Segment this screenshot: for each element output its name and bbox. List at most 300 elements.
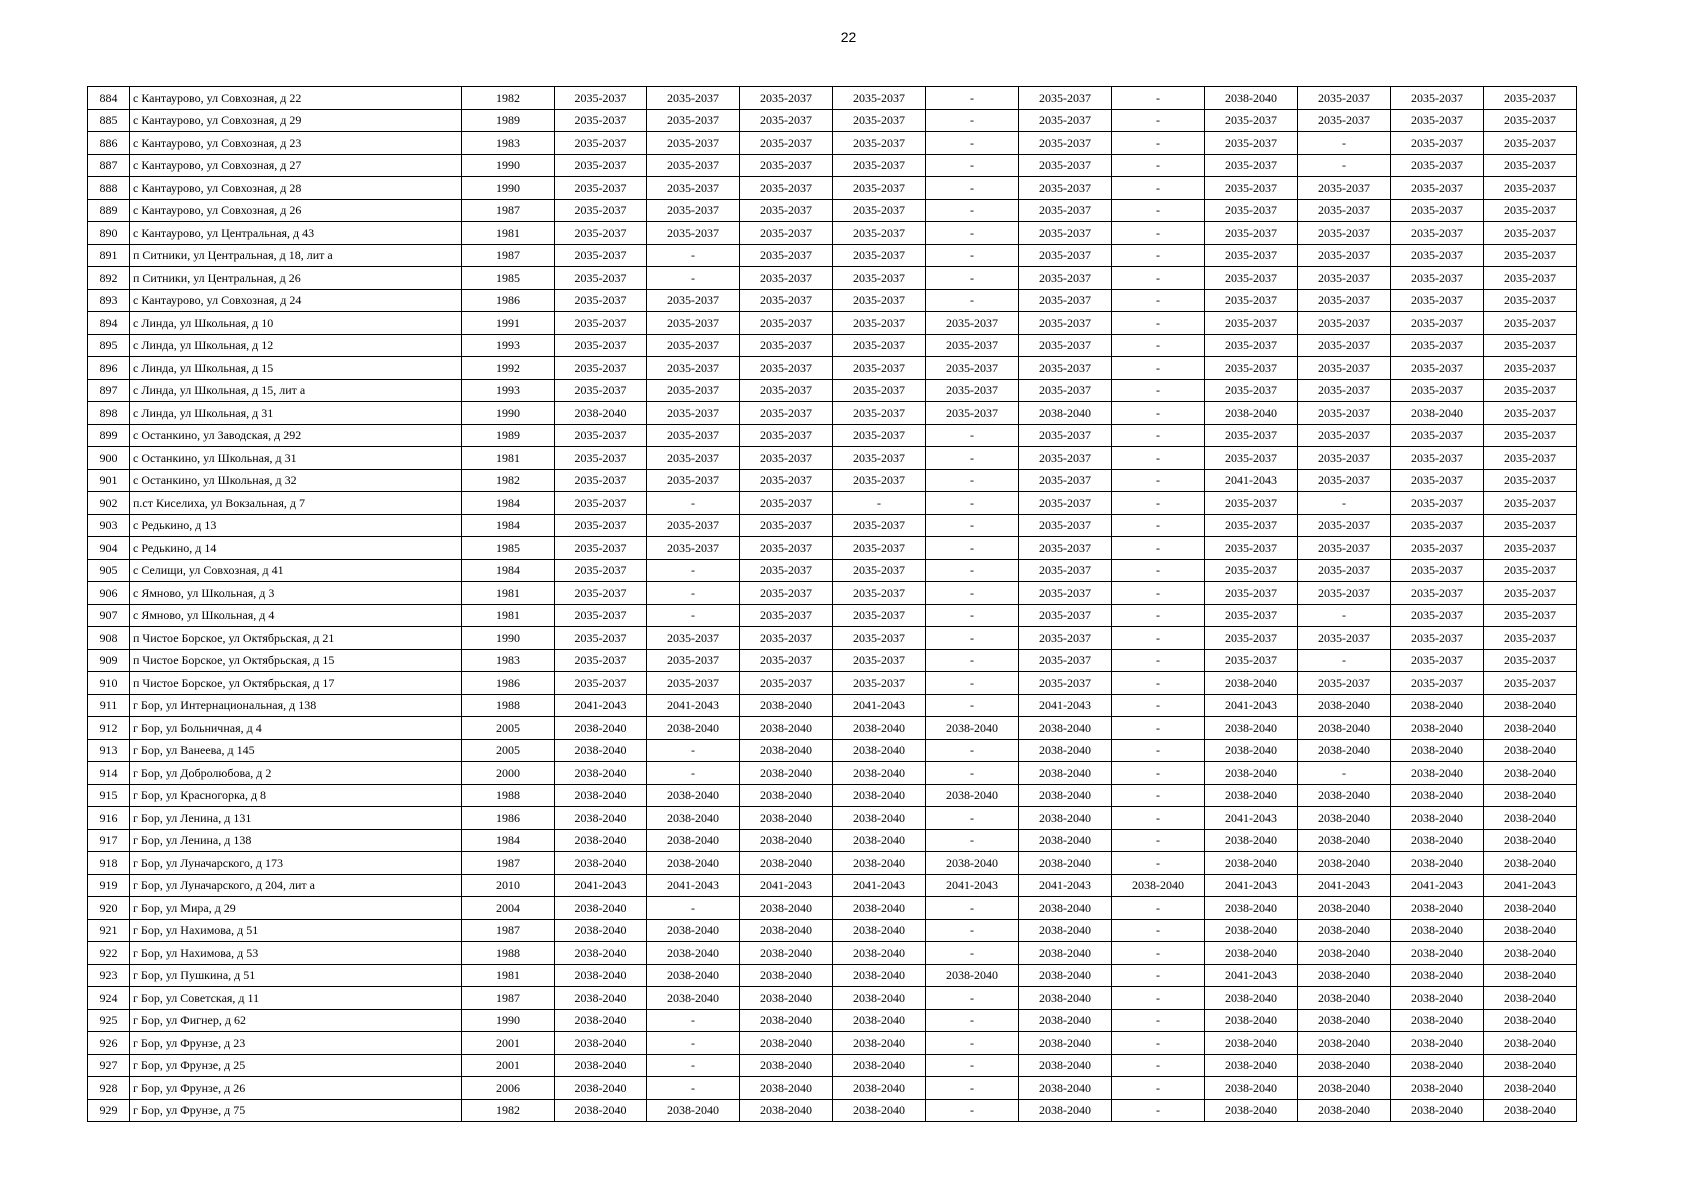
cell-period-2: 2035-2037 xyxy=(647,469,740,492)
cell-period-2: - xyxy=(647,897,740,920)
cell-period-9: 2038-2040 xyxy=(1298,1032,1391,1055)
cell-period-1: 2035-2037 xyxy=(555,672,647,695)
cell-period-3: 2038-2040 xyxy=(740,897,833,920)
cell-period-7: 2038-2040 xyxy=(1112,874,1205,897)
cell-row-number: 911 xyxy=(88,694,130,717)
cell-row-number: 902 xyxy=(88,492,130,515)
cell-period-2: 2035-2037 xyxy=(647,177,740,200)
cell-period-4: 2035-2037 xyxy=(833,334,926,357)
table-row xyxy=(88,424,1577,447)
table-row xyxy=(88,469,1577,492)
cell-period-1: 2035-2037 xyxy=(555,199,647,222)
cell-period-4: 2035-2037 xyxy=(833,582,926,605)
cell-period-6: 2035-2037 xyxy=(1019,222,1112,245)
cell-period-9: - xyxy=(1298,492,1391,515)
cell-period-4: 2038-2040 xyxy=(833,1077,926,1100)
cell-period-11: 2035-2037 xyxy=(1484,402,1577,425)
cell-period-8: 2035-2037 xyxy=(1205,222,1298,245)
cell-period-1: 2038-2040 xyxy=(555,1009,647,1032)
cell-period-11: 2035-2037 xyxy=(1484,244,1577,267)
cell-period-11: 2035-2037 xyxy=(1484,222,1577,245)
cell-period-9: 2035-2037 xyxy=(1298,87,1391,110)
cell-period-2: 2038-2040 xyxy=(647,829,740,852)
cell-period-9: 2038-2040 xyxy=(1298,897,1391,920)
cell-year-built: 1981 xyxy=(462,447,555,470)
cell-year-built: 1985 xyxy=(462,537,555,560)
cell-period-6: 2038-2040 xyxy=(1019,919,1112,942)
cell-period-8: 2038-2040 xyxy=(1205,829,1298,852)
cell-period-1: 2038-2040 xyxy=(555,829,647,852)
cell-period-7: - xyxy=(1112,469,1205,492)
cell-period-9: - xyxy=(1298,154,1391,177)
cell-period-11: 2038-2040 xyxy=(1484,829,1577,852)
cell-row-number: 923 xyxy=(88,964,130,987)
cell-address: с Кантаурово, ул Совхозная, д 26 xyxy=(130,199,462,222)
cell-period-9: 2038-2040 xyxy=(1298,807,1391,830)
cell-period-2: 2035-2037 xyxy=(647,109,740,132)
cell-period-2: 2038-2040 xyxy=(647,919,740,942)
cell-year-built: 1988 xyxy=(462,694,555,717)
cell-period-9: 2038-2040 xyxy=(1298,942,1391,965)
cell-period-11: 2038-2040 xyxy=(1484,919,1577,942)
cell-period-6: 2038-2040 xyxy=(1019,762,1112,785)
cell-year-built: 2005 xyxy=(462,717,555,740)
cell-period-1: 2038-2040 xyxy=(555,739,647,762)
cell-row-number: 908 xyxy=(88,627,130,650)
cell-period-2: 2035-2037 xyxy=(647,154,740,177)
cell-period-5: - xyxy=(926,1054,1019,1077)
cell-period-2: 2041-2043 xyxy=(647,874,740,897)
cell-period-1: 2041-2043 xyxy=(555,874,647,897)
cell-period-4: - xyxy=(833,492,926,515)
cell-period-11: 2038-2040 xyxy=(1484,852,1577,875)
cell-period-5: 2038-2040 xyxy=(926,964,1019,987)
cell-period-8: 2035-2037 xyxy=(1205,289,1298,312)
cell-period-8: 2038-2040 xyxy=(1205,852,1298,875)
cell-period-1: 2035-2037 xyxy=(555,379,647,402)
cell-year-built: 1990 xyxy=(462,177,555,200)
cell-period-11: 2035-2037 xyxy=(1484,582,1577,605)
table-row xyxy=(88,739,1577,762)
cell-period-9: 2038-2040 xyxy=(1298,1099,1391,1122)
cell-year-built: 2006 xyxy=(462,1077,555,1100)
cell-period-10: 2035-2037 xyxy=(1391,604,1484,627)
cell-period-7: - xyxy=(1112,829,1205,852)
cell-period-9: 2038-2040 xyxy=(1298,739,1391,762)
cell-address: п Чистое Борское, ул Октябрьская, д 21 xyxy=(130,627,462,650)
cell-period-10: 2038-2040 xyxy=(1391,987,1484,1010)
cell-row-number: 901 xyxy=(88,469,130,492)
cell-period-9: 2038-2040 xyxy=(1298,829,1391,852)
cell-period-5: - xyxy=(926,582,1019,605)
cell-year-built: 1993 xyxy=(462,379,555,402)
cell-row-number: 928 xyxy=(88,1077,130,1100)
cell-period-5: - xyxy=(926,87,1019,110)
cell-period-1: 2035-2037 xyxy=(555,627,647,650)
cell-period-3: 2038-2040 xyxy=(740,1032,833,1055)
cell-period-11: 2035-2037 xyxy=(1484,177,1577,200)
cell-period-11: 2035-2037 xyxy=(1484,469,1577,492)
cell-period-1: 2038-2040 xyxy=(555,1077,647,1100)
cell-address: с Кантаурово, ул Совхозная, д 29 xyxy=(130,109,462,132)
table-row xyxy=(88,672,1577,695)
cell-period-5: - xyxy=(926,267,1019,290)
cell-period-6: 2041-2043 xyxy=(1019,694,1112,717)
cell-period-5: - xyxy=(926,897,1019,920)
cell-address: п Чистое Борское, ул Октябрьская, д 17 xyxy=(130,672,462,695)
table-row xyxy=(88,1099,1577,1122)
cell-period-1: 2038-2040 xyxy=(555,1032,647,1055)
cell-year-built: 1981 xyxy=(462,582,555,605)
cell-period-11: 2035-2037 xyxy=(1484,87,1577,110)
cell-period-1: 2035-2037 xyxy=(555,109,647,132)
cell-period-10: 2035-2037 xyxy=(1391,424,1484,447)
cell-period-4: 2035-2037 xyxy=(833,87,926,110)
cell-row-number: 907 xyxy=(88,604,130,627)
cell-period-7: - xyxy=(1112,807,1205,830)
cell-period-4: 2038-2040 xyxy=(833,942,926,965)
cell-period-4: 2038-2040 xyxy=(833,1099,926,1122)
cell-period-4: 2038-2040 xyxy=(833,919,926,942)
cell-period-2: 2038-2040 xyxy=(647,852,740,875)
cell-period-1: 2038-2040 xyxy=(555,402,647,425)
cell-year-built: 1982 xyxy=(462,1099,555,1122)
table-row xyxy=(88,514,1577,537)
cell-period-8: 2038-2040 xyxy=(1205,717,1298,740)
cell-address: г Бор, ул Луначарского, д 173 xyxy=(130,852,462,875)
cell-period-6: 2035-2037 xyxy=(1019,649,1112,672)
cell-period-8: 2035-2037 xyxy=(1205,627,1298,650)
table-row xyxy=(88,627,1577,650)
cell-address: с Линда, ул Школьная, д 15, лит а xyxy=(130,379,462,402)
cell-period-5: - xyxy=(926,514,1019,537)
table-row xyxy=(88,312,1577,335)
cell-period-9: 2038-2040 xyxy=(1298,1077,1391,1100)
cell-year-built: 1983 xyxy=(462,649,555,672)
cell-period-4: 2035-2037 xyxy=(833,424,926,447)
cell-period-5: 2035-2037 xyxy=(926,379,1019,402)
cell-period-9: 2038-2040 xyxy=(1298,1009,1391,1032)
table-row xyxy=(88,649,1577,672)
cell-period-10: 2041-2043 xyxy=(1391,874,1484,897)
cell-period-10: 2035-2037 xyxy=(1391,559,1484,582)
cell-period-3: 2035-2037 xyxy=(740,109,833,132)
cell-address: г Бор, ул Советская, д 11 xyxy=(130,987,462,1010)
cell-period-3: 2038-2040 xyxy=(740,964,833,987)
cell-period-3: 2038-2040 xyxy=(740,987,833,1010)
table-row xyxy=(88,874,1577,897)
cell-period-10: 2035-2037 xyxy=(1391,312,1484,335)
cell-address: с Кантаурово, ул Совхозная, д 22 xyxy=(130,87,462,110)
cell-row-number: 929 xyxy=(88,1099,130,1122)
cell-period-7: - xyxy=(1112,649,1205,672)
cell-period-5: - xyxy=(926,222,1019,245)
cell-period-3: 2035-2037 xyxy=(740,379,833,402)
cell-period-5: - xyxy=(926,672,1019,695)
cell-period-7: - xyxy=(1112,109,1205,132)
cell-year-built: 1986 xyxy=(462,672,555,695)
cell-period-4: 2035-2037 xyxy=(833,537,926,560)
cell-period-5: 2035-2037 xyxy=(926,402,1019,425)
cell-period-6: 2035-2037 xyxy=(1019,289,1112,312)
cell-address: п.ст Киселиха, ул Вокзальная, д 7 xyxy=(130,492,462,515)
cell-row-number: 919 xyxy=(88,874,130,897)
cell-row-number: 889 xyxy=(88,199,130,222)
cell-address: г Бор, ул Фигнер, д 62 xyxy=(130,1009,462,1032)
cell-period-3: 2038-2040 xyxy=(740,739,833,762)
cell-period-8: 2038-2040 xyxy=(1205,987,1298,1010)
cell-period-5: - xyxy=(926,649,1019,672)
cell-period-3: 2038-2040 xyxy=(740,919,833,942)
cell-period-7: - xyxy=(1112,717,1205,740)
cell-period-1: 2038-2040 xyxy=(555,1099,647,1122)
cell-period-9: 2038-2040 xyxy=(1298,694,1391,717)
cell-period-6: 2038-2040 xyxy=(1019,1054,1112,1077)
cell-period-9: 2035-2037 xyxy=(1298,672,1391,695)
cell-period-6: 2035-2037 xyxy=(1019,447,1112,470)
cell-period-8: 2035-2037 xyxy=(1205,132,1298,155)
cell-period-7: - xyxy=(1112,672,1205,695)
table-row xyxy=(88,109,1577,132)
cell-year-built: 2010 xyxy=(462,874,555,897)
cell-period-11: 2038-2040 xyxy=(1484,1009,1577,1032)
cell-period-7: - xyxy=(1112,447,1205,470)
cell-period-1: 2038-2040 xyxy=(555,717,647,740)
cell-period-9: 2035-2037 xyxy=(1298,267,1391,290)
cell-period-6: 2035-2037 xyxy=(1019,627,1112,650)
cell-period-4: 2035-2037 xyxy=(833,132,926,155)
cell-period-4: 2038-2040 xyxy=(833,852,926,875)
cell-period-3: 2038-2040 xyxy=(740,1099,833,1122)
cell-year-built: 1986 xyxy=(462,807,555,830)
cell-row-number: 895 xyxy=(88,334,130,357)
cell-address: г Бор, ул Добролюбова, д 2 xyxy=(130,762,462,785)
cell-period-3: 2035-2037 xyxy=(740,559,833,582)
cell-period-3: 2038-2040 xyxy=(740,1009,833,1032)
cell-period-2: 2035-2037 xyxy=(647,379,740,402)
cell-period-2: - xyxy=(647,1009,740,1032)
cell-period-2: 2035-2037 xyxy=(647,222,740,245)
cell-row-number: 892 xyxy=(88,267,130,290)
table-row xyxy=(88,942,1577,965)
cell-period-9: 2035-2037 xyxy=(1298,402,1391,425)
cell-period-6: 2038-2040 xyxy=(1019,964,1112,987)
cell-period-3: 2035-2037 xyxy=(740,492,833,515)
cell-period-3: 2035-2037 xyxy=(740,132,833,155)
cell-period-5: - xyxy=(926,627,1019,650)
cell-period-4: 2038-2040 xyxy=(833,807,926,830)
cell-period-10: 2035-2037 xyxy=(1391,109,1484,132)
cell-period-7: - xyxy=(1112,582,1205,605)
cell-year-built: 1987 xyxy=(462,244,555,267)
cell-period-7: - xyxy=(1112,379,1205,402)
cell-year-built: 1992 xyxy=(462,357,555,380)
cell-period-11: 2035-2037 xyxy=(1484,649,1577,672)
cell-period-5: - xyxy=(926,154,1019,177)
cell-period-9: 2035-2037 xyxy=(1298,627,1391,650)
table-row xyxy=(88,964,1577,987)
cell-period-11: 2035-2037 xyxy=(1484,672,1577,695)
cell-period-4: 2035-2037 xyxy=(833,649,926,672)
cell-period-9: 2035-2037 xyxy=(1298,559,1391,582)
cell-period-8: 2038-2040 xyxy=(1205,784,1298,807)
cell-period-6: 2035-2037 xyxy=(1019,424,1112,447)
cell-address: п Ситники, ул Центральная, д 26 xyxy=(130,267,462,290)
cell-period-11: 2038-2040 xyxy=(1484,694,1577,717)
cell-address: с Кантаурово, ул Совхозная, д 23 xyxy=(130,132,462,155)
cell-row-number: 915 xyxy=(88,784,130,807)
cell-period-3: 2038-2040 xyxy=(740,1077,833,1100)
table-row xyxy=(88,357,1577,380)
cell-period-1: 2035-2037 xyxy=(555,582,647,605)
cell-period-11: 2038-2040 xyxy=(1484,739,1577,762)
cell-period-10: 2038-2040 xyxy=(1391,919,1484,942)
cell-period-11: 2035-2037 xyxy=(1484,334,1577,357)
cell-period-7: - xyxy=(1112,132,1205,155)
cell-row-number: 920 xyxy=(88,897,130,920)
cell-period-8: 2035-2037 xyxy=(1205,312,1298,335)
table-row xyxy=(88,222,1577,245)
cell-row-number: 921 xyxy=(88,919,130,942)
cell-period-9: 2035-2037 xyxy=(1298,109,1391,132)
cell-period-1: 2035-2037 xyxy=(555,334,647,357)
cell-period-7: - xyxy=(1112,267,1205,290)
cell-period-6: 2035-2037 xyxy=(1019,379,1112,402)
cell-period-4: 2035-2037 xyxy=(833,199,926,222)
cell-period-8: 2038-2040 xyxy=(1205,402,1298,425)
cell-year-built: 1983 xyxy=(462,132,555,155)
cell-period-11: 2035-2037 xyxy=(1484,604,1577,627)
cell-period-6: 2038-2040 xyxy=(1019,739,1112,762)
cell-period-7: - xyxy=(1112,492,1205,515)
cell-period-11: 2038-2040 xyxy=(1484,1077,1577,1100)
cell-period-8: 2035-2037 xyxy=(1205,649,1298,672)
cell-period-1: 2035-2037 xyxy=(555,244,647,267)
cell-period-4: 2035-2037 xyxy=(833,312,926,335)
cell-year-built: 1993 xyxy=(462,334,555,357)
cell-year-built: 1981 xyxy=(462,604,555,627)
cell-period-1: 2035-2037 xyxy=(555,447,647,470)
cell-period-7: - xyxy=(1112,559,1205,582)
cell-period-8: 2035-2037 xyxy=(1205,379,1298,402)
cell-year-built: 1990 xyxy=(462,627,555,650)
cell-period-9: 2038-2040 xyxy=(1298,919,1391,942)
cell-period-7: - xyxy=(1112,1032,1205,1055)
cell-address: г Бор, ул Ленина, д 131 xyxy=(130,807,462,830)
cell-period-5: 2035-2037 xyxy=(926,357,1019,380)
cell-period-1: 2038-2040 xyxy=(555,852,647,875)
cell-period-6: 2035-2037 xyxy=(1019,469,1112,492)
cell-row-number: 927 xyxy=(88,1054,130,1077)
cell-period-7: - xyxy=(1112,1099,1205,1122)
cell-period-6: 2038-2040 xyxy=(1019,402,1112,425)
cell-address: г Бор, ул Мира, д 29 xyxy=(130,897,462,920)
cell-period-4: 2041-2043 xyxy=(833,874,926,897)
cell-period-10: 2035-2037 xyxy=(1391,379,1484,402)
cell-period-9: - xyxy=(1298,132,1391,155)
table-row xyxy=(88,582,1577,605)
cell-period-7: - xyxy=(1112,402,1205,425)
cell-period-8: 2041-2043 xyxy=(1205,469,1298,492)
cell-period-2: - xyxy=(647,1077,740,1100)
cell-period-1: 2035-2037 xyxy=(555,177,647,200)
cell-period-11: 2035-2037 xyxy=(1484,627,1577,650)
cell-period-6: 2035-2037 xyxy=(1019,357,1112,380)
cell-period-6: 2038-2040 xyxy=(1019,897,1112,920)
cell-period-8: 2035-2037 xyxy=(1205,334,1298,357)
cell-period-10: 2038-2040 xyxy=(1391,852,1484,875)
cell-period-10: 2035-2037 xyxy=(1391,537,1484,560)
cell-period-3: 2038-2040 xyxy=(740,762,833,785)
table-row xyxy=(88,267,1577,290)
cell-period-10: 2038-2040 xyxy=(1391,402,1484,425)
cell-period-1: 2035-2037 xyxy=(555,267,647,290)
cell-period-4: 2038-2040 xyxy=(833,784,926,807)
table-row xyxy=(88,784,1577,807)
cell-period-8: 2038-2040 xyxy=(1205,87,1298,110)
cell-period-11: 2038-2040 xyxy=(1484,1032,1577,1055)
cell-period-4: 2038-2040 xyxy=(833,897,926,920)
cell-row-number: 894 xyxy=(88,312,130,335)
cell-period-10: 2038-2040 xyxy=(1391,942,1484,965)
cell-address: с Кантаурово, ул Совхозная, д 28 xyxy=(130,177,462,200)
cell-period-10: 2035-2037 xyxy=(1391,334,1484,357)
cell-period-5: - xyxy=(926,1077,1019,1100)
table-body xyxy=(88,87,1577,1122)
cell-period-6: 2035-2037 xyxy=(1019,199,1112,222)
cell-period-2: 2035-2037 xyxy=(647,649,740,672)
cell-period-5: - xyxy=(926,919,1019,942)
cell-period-4: 2041-2043 xyxy=(833,694,926,717)
cell-period-7: - xyxy=(1112,289,1205,312)
cell-period-11: 2035-2037 xyxy=(1484,199,1577,222)
cell-period-1: 2038-2040 xyxy=(555,784,647,807)
cell-period-3: 2035-2037 xyxy=(740,267,833,290)
cell-year-built: 1987 xyxy=(462,852,555,875)
cell-period-3: 2035-2037 xyxy=(740,514,833,537)
cell-period-6: 2035-2037 xyxy=(1019,87,1112,110)
cell-period-5: - xyxy=(926,109,1019,132)
cell-period-3: 2038-2040 xyxy=(740,942,833,965)
cell-row-number: 926 xyxy=(88,1032,130,1055)
cell-period-10: 2035-2037 xyxy=(1391,469,1484,492)
cell-period-4: 2035-2037 xyxy=(833,402,926,425)
cell-period-2: 2038-2040 xyxy=(647,1099,740,1122)
cell-period-8: 2038-2040 xyxy=(1205,919,1298,942)
cell-period-11: 2038-2040 xyxy=(1484,717,1577,740)
cell-period-5: 2035-2037 xyxy=(926,312,1019,335)
cell-year-built: 1984 xyxy=(462,559,555,582)
cell-row-number: 905 xyxy=(88,559,130,582)
cell-period-6: 2035-2037 xyxy=(1019,559,1112,582)
cell-period-6: 2035-2037 xyxy=(1019,514,1112,537)
cell-period-2: 2038-2040 xyxy=(647,717,740,740)
cell-period-5: - xyxy=(926,604,1019,627)
cell-period-7: - xyxy=(1112,919,1205,942)
cell-period-7: - xyxy=(1112,604,1205,627)
cell-period-7: - xyxy=(1112,312,1205,335)
cell-row-number: 900 xyxy=(88,447,130,470)
cell-period-3: 2035-2037 xyxy=(740,199,833,222)
cell-address: с Селищи, ул Совхозная, д 41 xyxy=(130,559,462,582)
cell-period-5: - xyxy=(926,762,1019,785)
cell-period-11: 2035-2037 xyxy=(1484,109,1577,132)
cell-period-3: 2035-2037 xyxy=(740,649,833,672)
cell-period-8: 2035-2037 xyxy=(1205,357,1298,380)
cell-period-11: 2035-2037 xyxy=(1484,447,1577,470)
cell-period-1: 2035-2037 xyxy=(555,469,647,492)
cell-period-2: 2035-2037 xyxy=(647,312,740,335)
